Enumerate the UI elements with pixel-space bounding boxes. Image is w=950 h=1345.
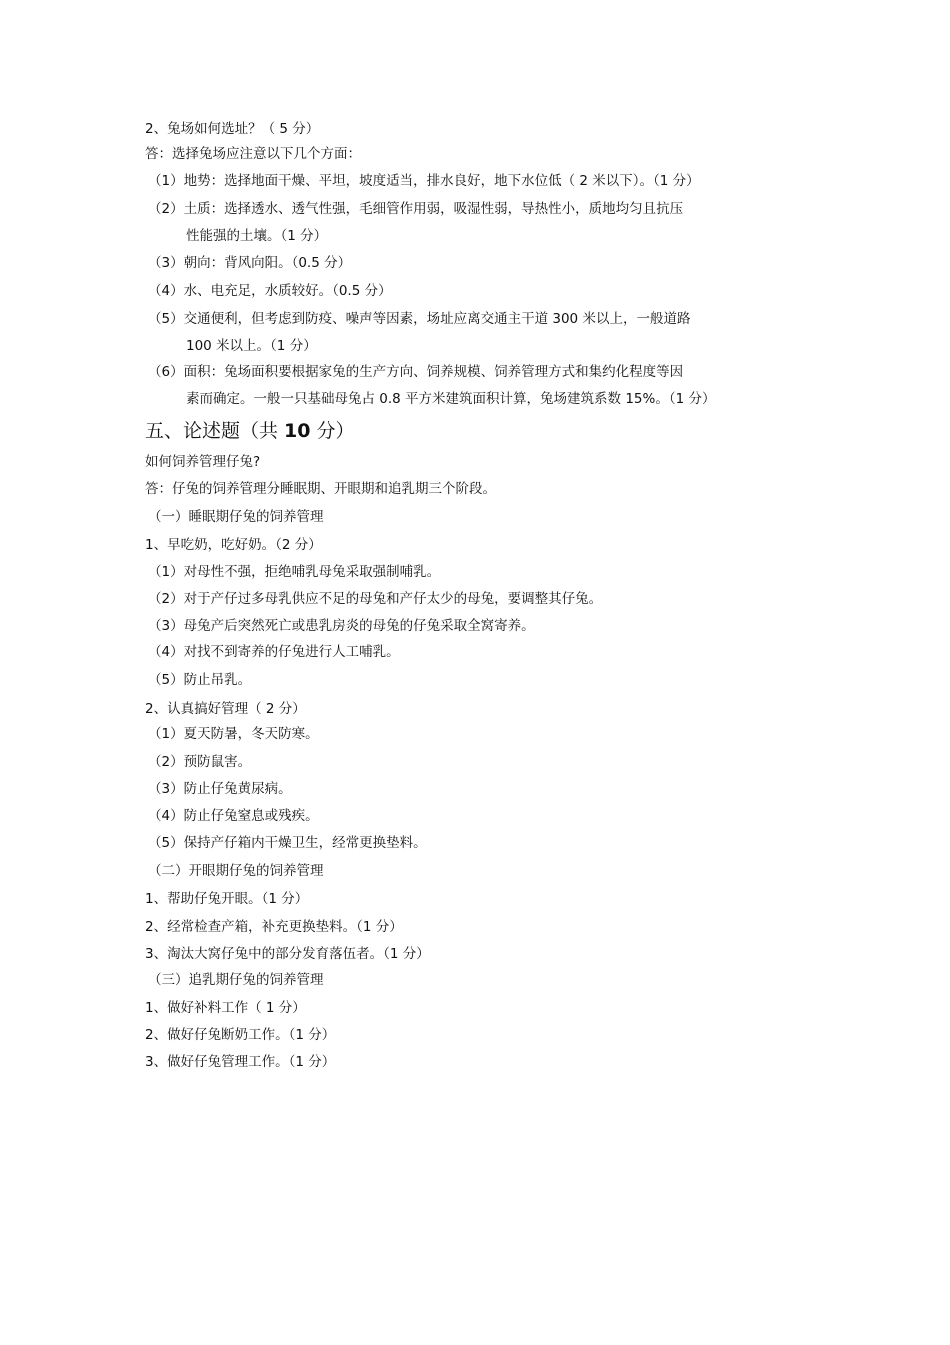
section-5-question: 如何饲养管理仔兔? — [145, 454, 261, 470]
point: 1、帮助仔兔开眼。（1 分） — [145, 891, 309, 907]
sub-point: （3）防止仔兔黄尿病。 — [148, 781, 292, 797]
q2-item: （4）水、电充足，水质较好。（0.5 分） — [148, 283, 392, 299]
question-2: 2、兔场如何选址？（ 5 分） — [145, 121, 320, 137]
answer-intro-2: 答：选择兔场应注意以下几个方面： — [145, 146, 361, 162]
sub-point: （2）预防鼠害。 — [148, 754, 252, 770]
subheading: （二）开眼期仔兔的饲养管理 — [148, 863, 324, 879]
section-5-title-prefix: 五、论述题（共 — [145, 420, 285, 442]
section-5-heading — [145, 418, 355, 444]
sub-point: （5）保持产仔箱内干燥卫生，经常更换垫料。 — [148, 835, 427, 851]
point: 3、做好仔兔管理工作。（1 分） — [145, 1054, 336, 1070]
q2-item: （1）地势：选择地面干燥、平坦，坡度适当，排水良好，地下水位低（ 2 米以下）。（1 分） — [148, 173, 700, 189]
q2-item: （6）面积：兔场面积要根据家兔的生产方向、饲养规模、饲养管理方式和集约化程度等因 — [148, 364, 684, 380]
point: 1、早吃奶，吃好奶。（2 分） — [145, 537, 322, 553]
sub-point: （5）防止吊乳。 — [148, 672, 252, 688]
sub-point: （2）对于产仔过多母乳供应不足的母兔和产仔太少的母兔，要调整其仔兔。 — [148, 591, 603, 607]
q2-item-continuation: 素而确定。一般一只基础母兔占 0.8 平方米建筑面积计算，兔场建筑系数 15%。（1 分） — [186, 391, 716, 407]
point: 2、认真搞好管理（ 2 分） — [145, 701, 306, 717]
point: 3、淘汰大窝仔兔中的部分发育落伍者。（1 分） — [145, 946, 430, 962]
point: 2、经常检查产箱，补充更换垫料。（1 分） — [145, 919, 403, 935]
section-5-score: 10 — [284, 420, 311, 442]
sub-point: （1）对母性不强，拒绝哺乳母兔采取强制哺乳。 — [148, 564, 441, 580]
subheading: （三）追乳期仔兔的饲养管理 — [148, 972, 324, 988]
q2-item: （3）朝向：背风向阳。（0.5 分） — [148, 255, 352, 271]
sub-point: （1）夏天防暑，冬天防寒。 — [148, 726, 319, 742]
section-5-title-suffix: 分） — [310, 420, 355, 442]
q2-item-continuation: 性能强的土壤。（1 分） — [186, 228, 328, 244]
point: 2、做好仔兔断奶工作。（1 分） — [145, 1027, 336, 1043]
section-5-answer-intro: 答：仔兔的饲养管理分睡眠期、开眼期和追乳期三个阶段。 — [145, 481, 496, 497]
q2-item: （5）交通便利，但考虑到防疫、噪声等因素，场址应离交通主干道 300 米以上，一般道路 — [148, 311, 691, 327]
sub-point: （4）对找不到寄养的仔兔进行人工哺乳。 — [148, 644, 400, 660]
sub-point: （3）母兔产后突然死亡或患乳房炎的母兔的仔兔采取全窝寄养。 — [148, 618, 535, 634]
subheading: （一）睡眠期仔兔的饲养管理 — [148, 509, 324, 525]
point: 1、做好补料工作（ 1 分） — [145, 1000, 306, 1016]
q2-item-continuation: 100 米以上。（1 分） — [186, 338, 317, 354]
sub-point: （4）防止仔兔窒息或残疾。 — [148, 808, 319, 824]
q2-item: （2）土质：选择透水、透气性强，毛细管作用弱，吸湿性弱，导热性小，质地均匀且抗压 — [148, 201, 684, 217]
